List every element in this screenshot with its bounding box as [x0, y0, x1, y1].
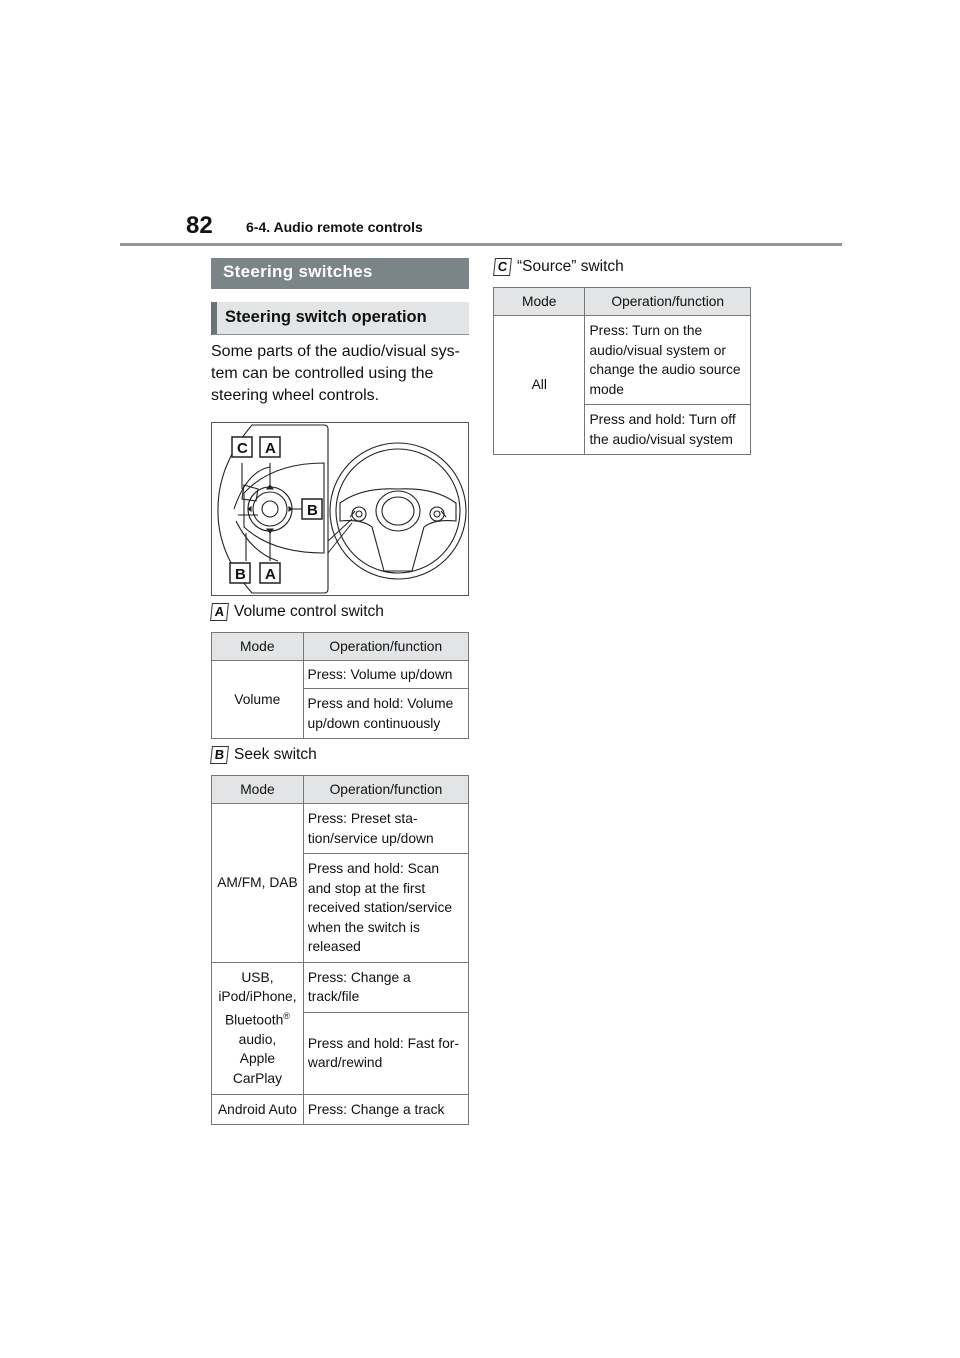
volume-op-press: Press: Volume up/down — [303, 661, 468, 689]
source-mode: All — [494, 316, 585, 455]
caption-seek-text: Seek switch — [234, 746, 317, 763]
seek-op-usb-hold: Press and hold: Fast for- ward/rewind — [303, 1012, 468, 1094]
table-row — [212, 1094, 469, 1125]
label-c: C — [237, 440, 248, 457]
caption-volume-text: Volume control switch — [234, 603, 384, 620]
seek-header-op: Operation/function — [303, 776, 468, 804]
seek-op-radio-press: Press: Preset sta- tion/service up/down — [303, 804, 468, 854]
steering-wheel-illustration — [212, 423, 468, 595]
caption-source — [494, 258, 624, 276]
volume-header-mode: Mode — [212, 633, 304, 661]
seek-op-usb-press: Press: Change a track/file — [303, 962, 468, 1012]
source-op-hold: Press and hold: Turn off the audio/visual system — [585, 405, 751, 455]
label-b-bottom: B — [235, 566, 246, 583]
seek-mode-usb: USB, iPod/iPhone, Bluetooth® audio, Apple CarPlay — [212, 962, 304, 1094]
caption-volume — [211, 603, 384, 621]
caption-seek — [211, 746, 317, 764]
intro-paragraph: Some parts of the audio/visual sys- tem can be controlled using the steering wheel controls. — [211, 343, 461, 404]
table-row — [212, 661, 469, 689]
key-b: B — [210, 746, 229, 764]
table-row — [212, 962, 469, 1012]
label-a-bottom: A — [265, 566, 276, 583]
volume-header-op: Operation/function — [303, 633, 468, 661]
seek-op-android-press: Press: Change a track — [303, 1094, 468, 1125]
section-banner: Steering switches — [211, 258, 469, 289]
section-title: 6-4. Audio remote controls — [246, 219, 423, 235]
seek-header-mode: Mode — [212, 776, 304, 804]
page-number: 82 — [186, 212, 213, 239]
volume-mode: Volume — [212, 661, 304, 739]
seek-mode-android: Android Auto — [212, 1094, 304, 1125]
volume-table — [211, 632, 469, 739]
source-table — [493, 287, 751, 455]
steering-switch-figure — [211, 422, 469, 596]
source-op-press: Press: Turn on the audio/visual system or change the audio source mode — [585, 316, 751, 405]
volume-op-hold: Press and hold: Volume up/down continuously — [303, 689, 468, 739]
key-a: A — [210, 603, 229, 621]
table-row — [212, 804, 469, 854]
steering-wheel — [330, 443, 466, 579]
caption-source-text: “Source” switch — [517, 258, 624, 275]
label-b-right: B — [307, 502, 318, 519]
subsection-banner: Steering switch operation — [211, 302, 469, 335]
seek-table — [211, 775, 469, 1125]
header-rule — [120, 243, 842, 246]
seek-op-radio-hold: Press and hold: Scan and stop at the first received station/service when the switch is released — [303, 854, 468, 963]
source-header-mode: Mode — [494, 288, 585, 316]
source-header-op: Operation/function — [585, 288, 751, 316]
key-c: C — [493, 258, 512, 276]
label-a-top: A — [265, 440, 276, 457]
table-row — [494, 316, 751, 405]
seek-mode-radio: AM/FM, DAB — [212, 804, 304, 963]
